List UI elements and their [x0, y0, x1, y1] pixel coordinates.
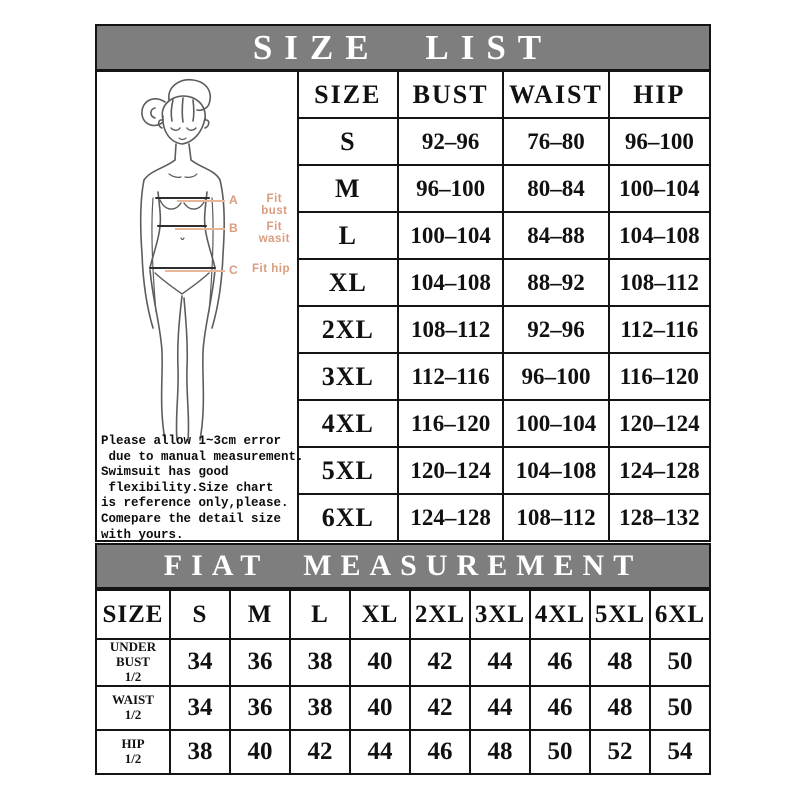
figure-cell: [96, 71, 304, 542]
flat-measurement-banner: [95, 543, 711, 589]
waist-marker-label: Fit wasit: [258, 221, 290, 245]
waist-range: 104–108: [503, 447, 608, 494]
flat-header-xl: XL: [350, 590, 410, 639]
bust-range: 108–112: [398, 306, 503, 353]
size-list-header-waist: WAIST: [503, 71, 608, 118]
value-cell: 46: [530, 686, 590, 730]
value-cell: 42: [290, 730, 350, 774]
size-label: 4XL: [298, 400, 398, 447]
size-label: 5XL: [298, 447, 398, 494]
table-row: [96, 686, 710, 730]
waist-range: 100–104: [503, 400, 608, 447]
value-cell: 38: [290, 639, 350, 686]
size-label: XL: [298, 259, 398, 306]
waist-range: 76–80: [503, 118, 608, 165]
value-cell: 40: [230, 730, 290, 774]
bust-leader-line: [177, 200, 225, 202]
bust-marker-letter: A: [229, 193, 238, 207]
note-line: Comepare the detail size: [101, 511, 282, 526]
value-cell: 44: [350, 730, 410, 774]
value-cell: 52: [590, 730, 650, 774]
waist-range: 96–100: [503, 353, 608, 400]
measurement-notes: [101, 434, 304, 543]
flat-header-l: L: [290, 590, 350, 639]
hip-range: 108–112: [609, 259, 710, 306]
flat-header-s: S: [170, 590, 230, 639]
value-cell: 40: [350, 639, 410, 686]
value-cell: 36: [230, 639, 290, 686]
size-list-banner: [95, 24, 711, 71]
size-label: 6XL: [298, 494, 398, 541]
value-cell: 50: [650, 686, 710, 730]
value-cell: 42: [410, 639, 470, 686]
waist-range: 108–112: [503, 494, 608, 541]
flat-header-5xl: 5XL: [590, 590, 650, 639]
size-list-table: [95, 70, 711, 542]
table-row: [96, 71, 710, 118]
bust-range: 120–124: [398, 447, 503, 494]
value-cell: 38: [290, 686, 350, 730]
waist-range: 80–84: [503, 165, 608, 212]
value-cell: 46: [410, 730, 470, 774]
value-cell: 38: [170, 730, 230, 774]
size-label: S: [298, 118, 398, 165]
size-list-header-hip: HIP: [609, 71, 710, 118]
size-list-header-size: SIZE: [298, 71, 398, 118]
waist-marker-letter: B: [229, 221, 238, 235]
note-line: with yours.: [101, 527, 184, 542]
flat-header-6xl: 6XL: [650, 590, 710, 639]
hip-range: 124–128: [609, 447, 710, 494]
woman-figure-illustration: [125, 76, 243, 448]
note-line: Please allow 1~3cm error: [101, 434, 282, 448]
size-label: 2XL: [298, 306, 398, 353]
bust-marker-label: Fit bust: [261, 193, 288, 217]
note-line: flexibility.Size chart: [101, 480, 274, 495]
under-bust-row-label: UNDER BUST 1/2: [96, 639, 170, 686]
bust-range: 112–116: [398, 353, 503, 400]
bust-range: 100–104: [398, 212, 503, 259]
flat-header-4xl: 4XL: [530, 590, 590, 639]
bust-range: 116–120: [398, 400, 503, 447]
hip-range: 112–116: [609, 306, 710, 353]
value-cell: 44: [470, 639, 530, 686]
table-row: [96, 590, 710, 639]
value-cell: 42: [410, 686, 470, 730]
note-line: due to manual measurement.: [101, 449, 304, 464]
flat-measurement-table: [95, 589, 711, 775]
waist-range: 84–88: [503, 212, 608, 259]
value-cell: 40: [350, 686, 410, 730]
size-label: 3XL: [298, 353, 398, 400]
hip-range: 120–124: [609, 400, 710, 447]
bust-range: 104–108: [398, 259, 503, 306]
value-cell: 48: [470, 730, 530, 774]
value-cell: 34: [170, 686, 230, 730]
flat-header-2xl: 2XL: [410, 590, 470, 639]
table-row: [96, 730, 710, 774]
value-cell: 44: [470, 686, 530, 730]
hip-range: 116–120: [609, 353, 710, 400]
hip-marker-label: Fit hip: [252, 263, 290, 275]
value-cell: 54: [650, 730, 710, 774]
value-cell: 48: [590, 639, 650, 686]
note-line: is reference only,please.: [101, 496, 289, 511]
bust-range: 92–96: [398, 118, 503, 165]
hip-range: 100–104: [609, 165, 710, 212]
value-cell: 50: [650, 639, 710, 686]
waist-row-label: WAIST 1/2: [96, 686, 170, 730]
size-list-banner-title: SIZE LIST: [252, 27, 554, 67]
hip-range: 104–108: [609, 212, 710, 259]
waist-leader-line: [175, 228, 225, 230]
hip-range: 96–100: [609, 118, 710, 165]
bust-range: 124–128: [398, 494, 503, 541]
hip-row-label: HIP 1/2: [96, 730, 170, 774]
value-cell: 34: [170, 639, 230, 686]
size-list-header-bust: BUST: [398, 71, 503, 118]
note-line: Swimsuit has good: [101, 465, 229, 480]
size-label: L: [298, 212, 398, 259]
value-cell: 50: [530, 730, 590, 774]
hip-marker-letter: C: [229, 263, 238, 277]
hip-leader-line: [165, 270, 225, 272]
size-label: M: [298, 165, 398, 212]
flat-measurement-banner-title: FIAT MEASUREMENT: [163, 549, 643, 582]
value-cell: 36: [230, 686, 290, 730]
flat-header-m: M: [230, 590, 290, 639]
waist-range: 92–96: [503, 306, 608, 353]
bust-range: 96–100: [398, 165, 503, 212]
hip-range: 128–132: [609, 494, 710, 541]
flat-header-size: SIZE: [96, 590, 170, 639]
value-cell: 48: [590, 686, 650, 730]
waist-range: 88–92: [503, 259, 608, 306]
value-cell: 46: [530, 639, 590, 686]
table-row: [96, 639, 710, 686]
flat-header-3xl: 3XL: [470, 590, 530, 639]
